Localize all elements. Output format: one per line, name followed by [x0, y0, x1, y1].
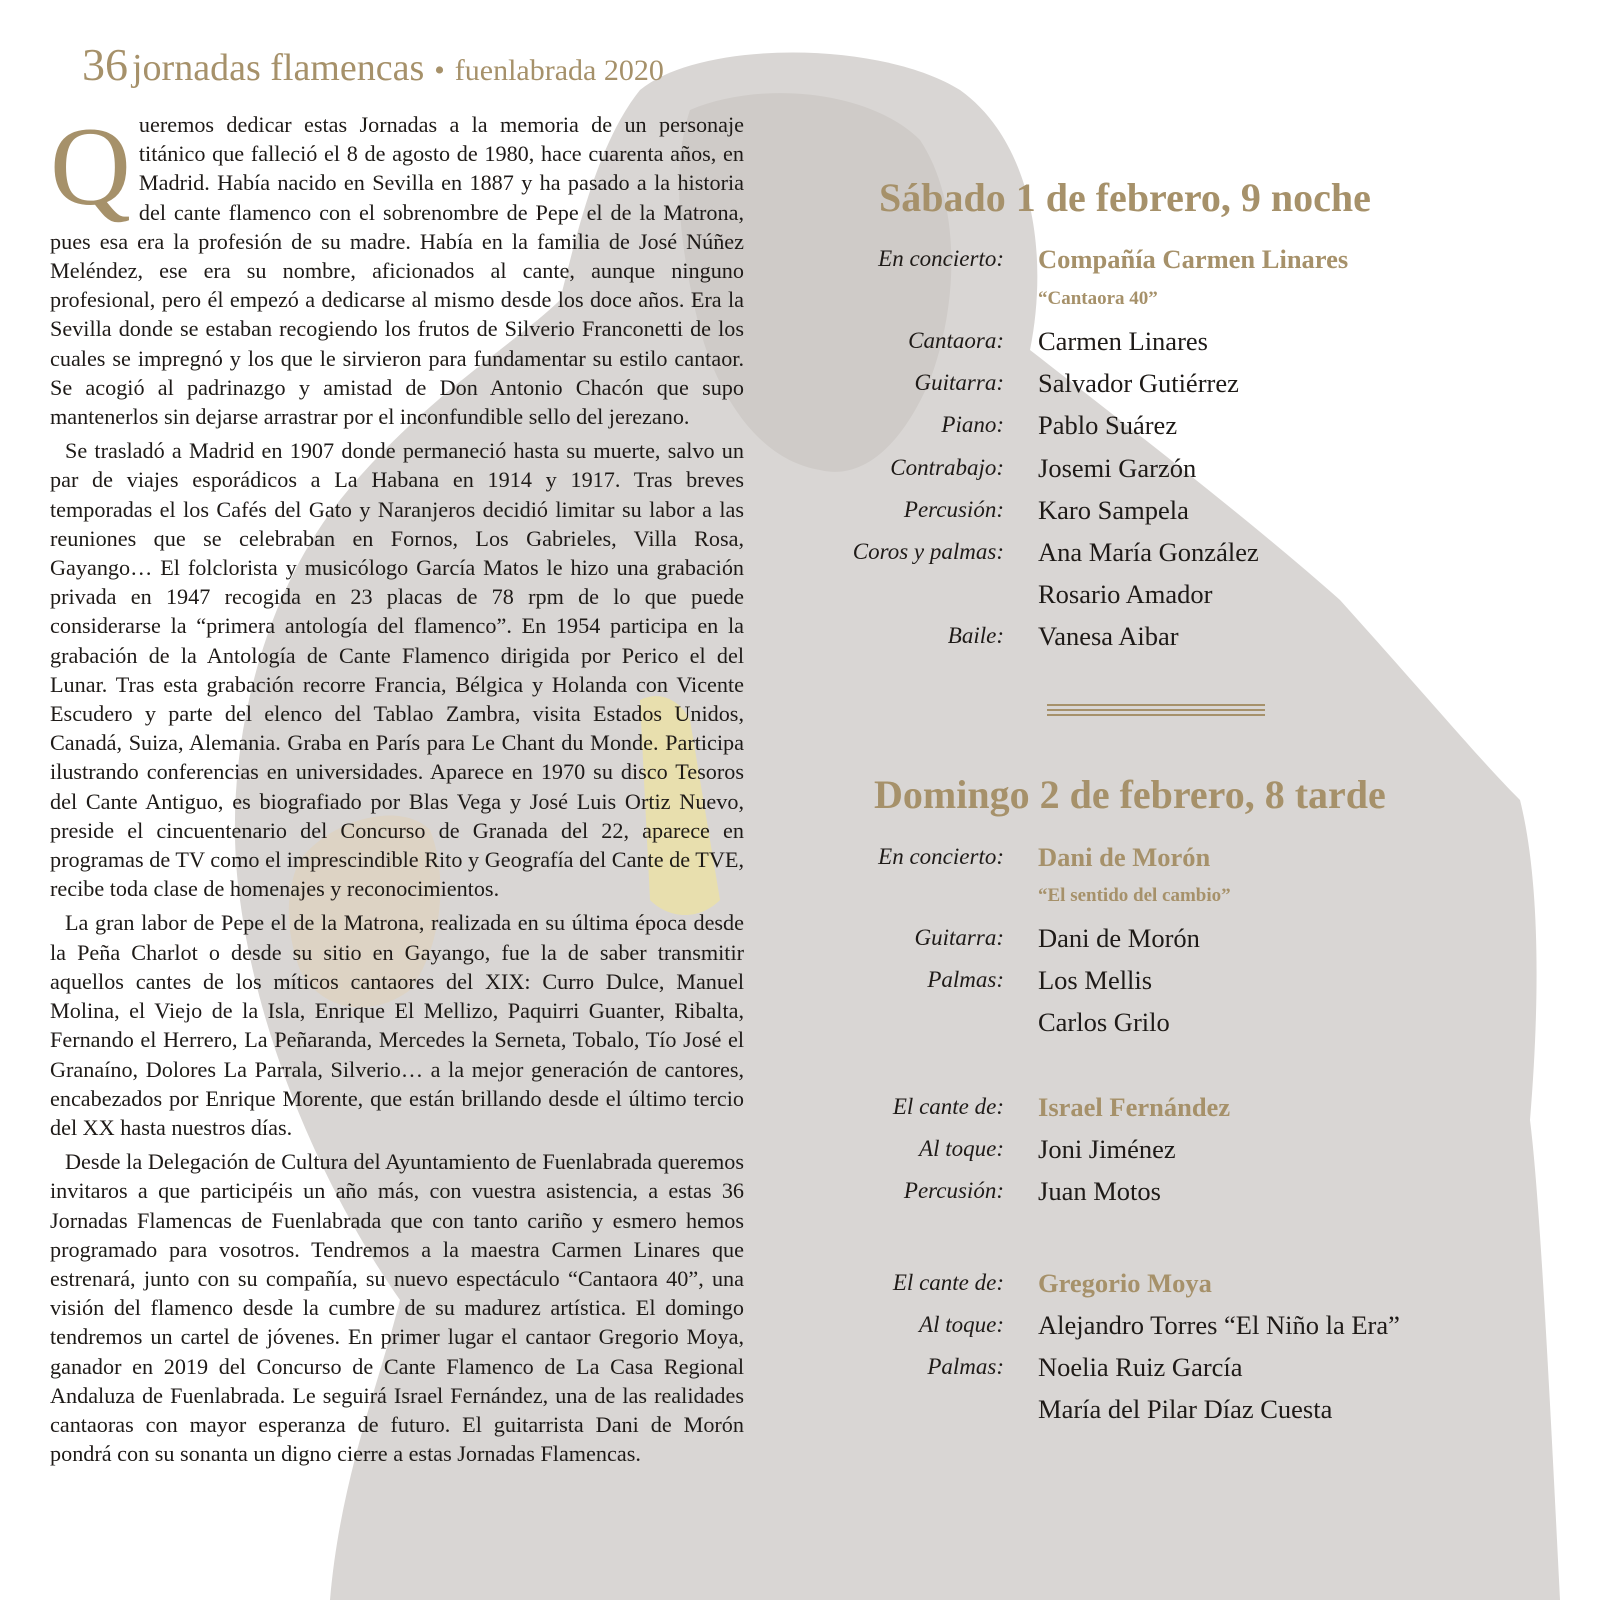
lineup-name: Salvador Gutiérrez	[1038, 368, 1239, 398]
gregorio-headline-role: El cante de:	[892, 1270, 1004, 1295]
article-paragraph-2: Se trasladó a Madrid en 1907 donde permaneció hasta su muerte, salvo un par de viajes esporádicos a La Habana en 1914 y 1917. Tras breves temporadas el los Cafés del Gato y Naranjeros decidió limitar su labor a las reuniones que se celebraban en Fornos, Los Gabrieles, Villa Rosa, Gayango… El folclorista y musicólogo García Matos le hizo una grabación privada en 1947 recogida en 23 placas de 78 rpm de lo que puede considerarse la “primera antología del flamenco”. En 1954 participa en la grabación de la Antología de Cante Flamenco dirigida por Perico el del Lunar. Tras esta grabación recorre Francia, Bélgica y Holanda con Vicente Escudero y parte del elenco del Tablao Zambra, visita Estados Unidos, Canadá, Suiza, Alemania. Graba en París para Le Chant du Monde. Participa ilustrando conferencias en universidades. Aparece en 1970 su disco Tesoros del Cante Antiguo, es biografiado por Blas Vega y José Luis Ortiz Nuevo, preside el cincuentenario del Concurso de Granada del 22, aparece en programas de TV como el imprescindible Rito y Geografía del Cante de TVE, recibe toda clase de homenajes y reconocimientos.	[50, 438, 744, 902]
lineup-row	[820, 1178, 1480, 1218]
lineup-name: Alejandro Torres “El Niño la Era”	[1038, 1310, 1400, 1340]
lineup-role: Coros y palmas:	[852, 539, 1004, 564]
lineup-role: Contrabajo:	[890, 455, 1004, 480]
lineup-row	[820, 581, 1480, 621]
drop-cap: Q	[50, 105, 131, 229]
article	[50, 105, 744, 1473]
lineup-row	[820, 925, 1480, 965]
israel-headline-name: Israel Fernández	[1038, 1092, 1231, 1122]
lineup-name: Joni Jiménez	[1038, 1134, 1176, 1164]
lineup-role: Al toque:	[919, 1136, 1004, 1161]
israel-headline-role: El cante de:	[892, 1094, 1004, 1119]
lineup-name: Ana María González	[1038, 537, 1259, 567]
saturday-headline-role: En concierto:	[878, 246, 1004, 271]
lineup-name: Rosario Amador	[1038, 579, 1213, 609]
lineup-row	[820, 1354, 1480, 1394]
sunday-concert-headline-role: En concierto:	[878, 844, 1004, 869]
lineup-name: Josemi Garzón	[1038, 453, 1197, 483]
saturday-headline-row	[820, 246, 1480, 286]
lineup-name: Los Mellis	[1038, 965, 1153, 995]
israel-headline-row	[820, 1094, 1480, 1134]
lineup-name: Carlos Grilo	[1038, 1007, 1170, 1037]
lineup-role: Palmas:	[927, 967, 1004, 992]
lineup-name: Dani de Morón	[1038, 923, 1200, 953]
lineup-role: Palmas:	[927, 1354, 1004, 1379]
sunday-concert-headline-row	[820, 844, 1480, 884]
article-paragraph-4: Desde la Delegación de Cultura del Ayuntamiento de Fuenlabrada queremos invitaros a que participéis un año más, con vuestra asistencia, a estas 36 Jornadas Flamencas de Fuenlabrada que con tanto cariño y esmero hemos programado para vosotros. Tendremos a la maestra Carmen Linares que estrenará, junto con su compañía, su nuevo espectáculo “Cantaora 40”, una visión del flamenco desde la cumbre de su madurez artística. El domingo tendremos un cartel de jóvenes. En primer lugar el cantaor Gregorio Moya, ganador en 2019 del Concurso de Cante Flamenco de La Casa Regional Andaluza de Fuenlabrada. Le seguirá Israel Fernández, una de las realidades cantaoras con mayor esperanza de futuro. El guitarrista Dani de Morón pondrá con su sonanta un digno cierre a estas Jornadas Flamencas.	[50, 1149, 744, 1467]
sunday-concert-headline-name: Dani de Morón	[1038, 842, 1211, 872]
lineup-role: Guitarra:	[914, 925, 1004, 950]
lineup-name: Pablo Suárez	[1038, 410, 1178, 440]
lineup-row	[820, 328, 1480, 368]
lineup-row	[820, 1396, 1480, 1436]
saturday-headline-name: Compañía Carmen Linares	[1038, 244, 1349, 274]
article-paragraph-1	[50, 105, 744, 431]
lineup-row	[820, 967, 1480, 1007]
header-separator: •	[434, 54, 445, 87]
edition-number: 36	[82, 39, 128, 90]
lineup-row	[820, 455, 1480, 495]
lineup-row	[820, 1009, 1480, 1049]
section-divider	[1047, 704, 1265, 719]
lineup-name: María del Pilar Díaz Cuesta	[1038, 1394, 1333, 1424]
lineup-name: Karo Sampela	[1038, 495, 1189, 525]
lineup-role: Al toque:	[919, 1312, 1004, 1337]
lineup-row	[820, 539, 1480, 579]
lineup-row	[820, 623, 1480, 663]
gregorio-headline-name: Gregorio Moya	[1038, 1268, 1212, 1298]
sunday-show-title: “El sentido del cambio”	[1038, 885, 1231, 906]
article-paragraph-3: La gran labor de Pepe el de la Matrona, realizada en su última época desde la Peña Charlot o desde su sitio en Gayango, fue la de saber transmitir aquellos cantes de los míticos cantaores del XIX: Curro Dulce, Manuel Molina, el Viejo de la Isla, Enrique El Mellizo, Paquirri Guanter, Ribalta, Fernando el Herrero, La Peñaranda, Mercedes la Serneta, Tobalo, Tío José el Granaíno, Dolores La Parrala, Silverio… a la mejor generación de cantores, encabezados por Enrique Morente, que están brillando desde el último tercio del XX hasta nuestros días.	[50, 910, 744, 1140]
saturday-show-title: “Cantaora 40”	[1038, 288, 1158, 309]
lineup-row	[820, 412, 1480, 452]
lineup-name: Carmen Linares	[1038, 326, 1208, 356]
lineup-role: Percusión:	[903, 497, 1004, 522]
lineup-role: Guitarra:	[914, 370, 1004, 395]
lineup-row	[820, 497, 1480, 537]
lineup-name: Vanesa Aibar	[1038, 621, 1179, 651]
lineup-role: Cantaora:	[908, 328, 1004, 353]
lineup-name: Noelia Ruiz García	[1038, 1352, 1243, 1382]
lineup-name: Juan Motos	[1038, 1176, 1161, 1206]
lineup-row	[820, 1312, 1480, 1352]
lineup-role: Percusión:	[903, 1178, 1004, 1203]
page-header	[82, 38, 664, 91]
lineup-row	[820, 1136, 1480, 1176]
header-subtitle: fuenlabrada 2020	[454, 54, 664, 87]
lineup-row	[820, 370, 1480, 410]
header-title: jornadas flamencas	[132, 47, 425, 89]
lineup-role: Piano:	[941, 412, 1004, 437]
gregorio-headline-row	[820, 1270, 1480, 1310]
sunday-title: Domingo 2 de febrero, 8 tarde	[874, 772, 1386, 817]
lineup-role: Baile:	[947, 623, 1004, 648]
saturday-title: Sábado 1 de febrero, 9 noche	[879, 175, 1371, 220]
article-paragraph-1-text: ueremos dedicar estas Jornadas a la memoria de un personaje titánico que falleció el 8 de agosto de 1980, hace cuarenta años, en Madrid. Había nacido en Sevilla en 1887 y ha pasado a la historia del cante flamenco con el sobrenombre de Pepe el de la Matrona, pues esa era la profesión de su madre. Había en la familia de José Núñez Meléndez, ese era su nombre, aficionados al cante, aunque ninguno profesional, pero él empezó a dedicarse al mismo desde los doce años. Era la Sevilla donde se estaban recogiendo los frutos de Silverio Franconetti de los cuales se impregnó y los que le sirvieron para fundamentar su estilo cantaor. Se acogió al padrinazgo y amistad de Don Antonio Chacón que supo mantenerlos sin dejarse arrastrar por el inconfundible sello del jerezano.	[50, 112, 744, 430]
